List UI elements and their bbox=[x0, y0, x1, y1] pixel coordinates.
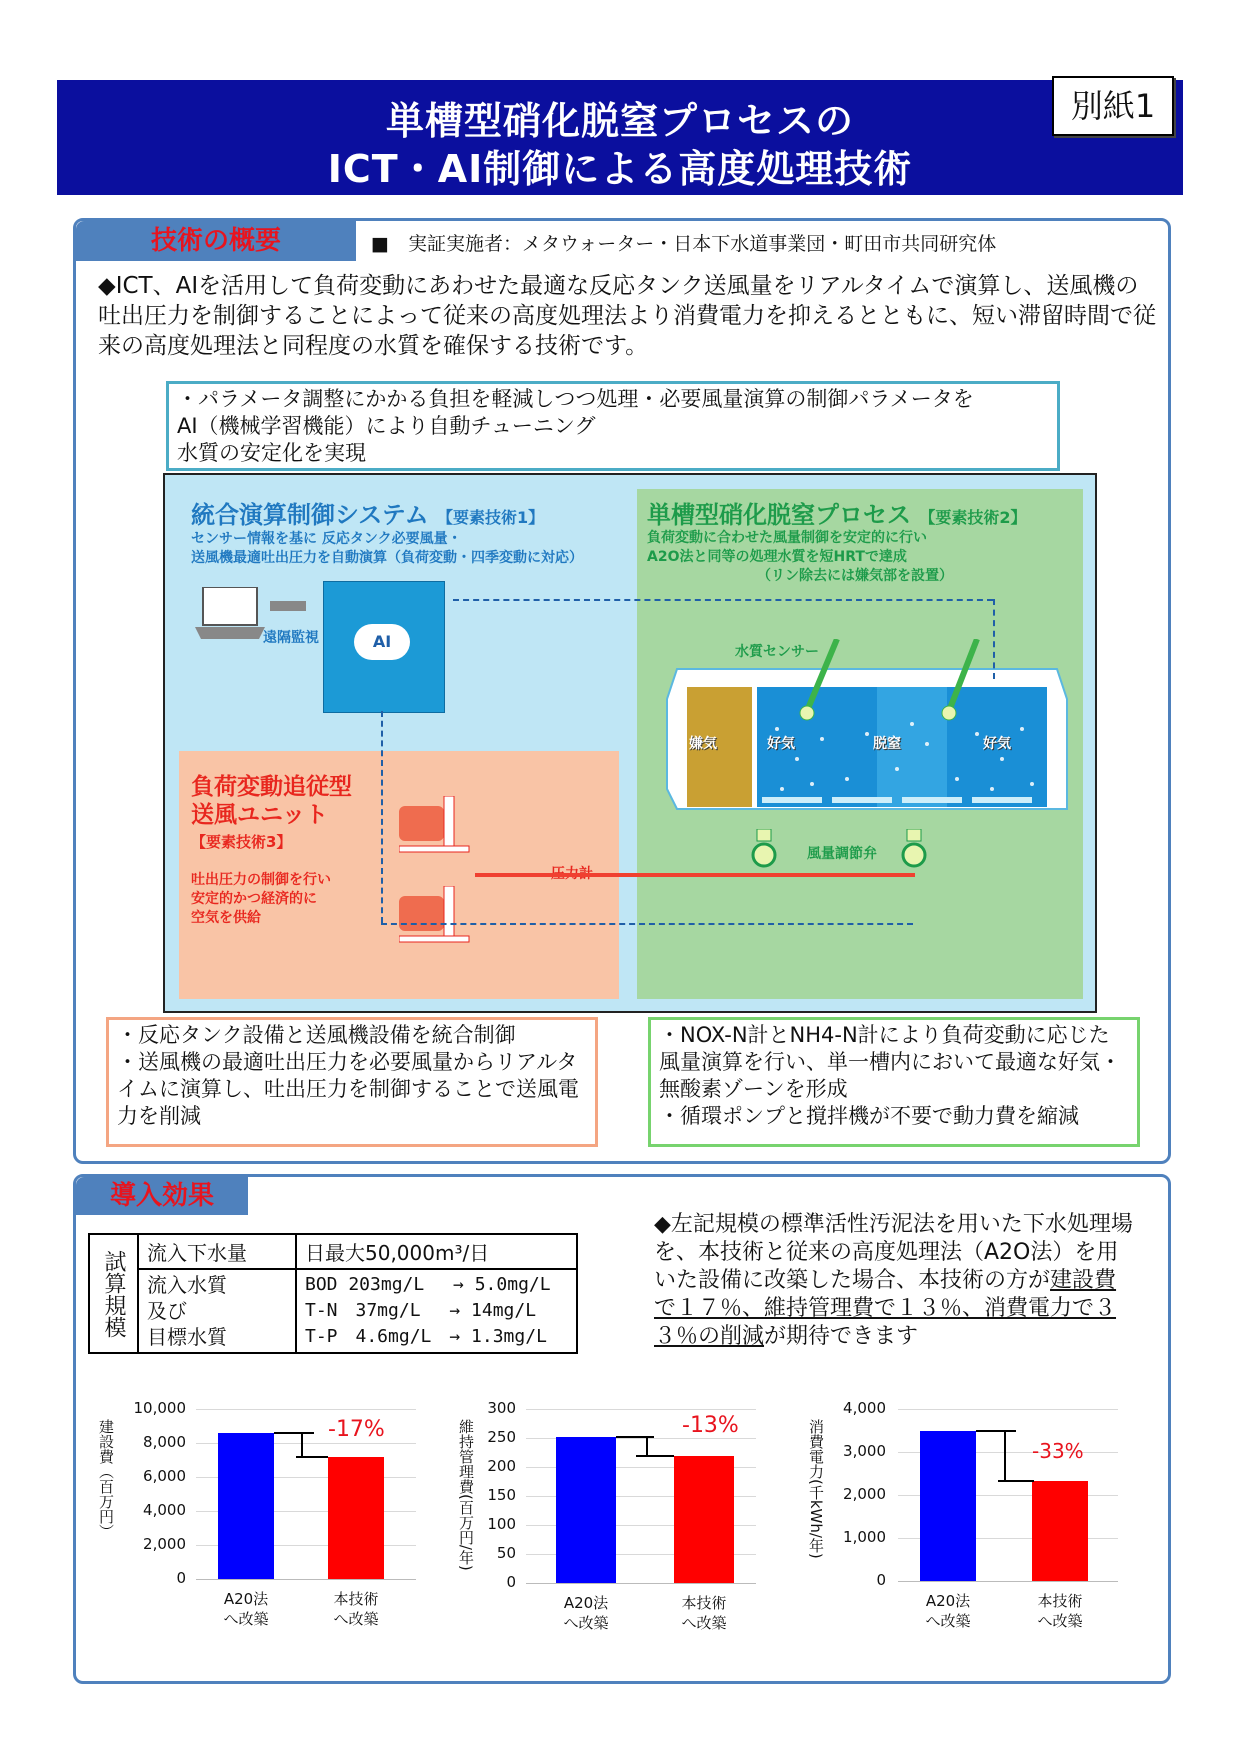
x-label: A20法 へ改築 bbox=[925, 1592, 971, 1630]
y-tick: 8,000 bbox=[143, 1433, 186, 1451]
effects-tab-label: 導入効果 bbox=[76, 1177, 248, 1215]
y-tick: 4,000 bbox=[143, 1501, 186, 1519]
system2-description bbox=[647, 529, 953, 586]
reduction-annotation: -17% bbox=[328, 1417, 385, 1442]
effect-summary bbox=[654, 1211, 1134, 1351]
y-axis-label: 消費電力(千kWh/年) bbox=[807, 1419, 825, 1559]
signal-line bbox=[453, 599, 993, 601]
bar-this-tech bbox=[674, 1456, 734, 1583]
callout-line: ・送風機の最適吐出圧力を必要風量からリアルタイムに演算し、吐出圧力を制御することで送風電力を削減 bbox=[117, 1050, 579, 1128]
y-tick: 2,000 bbox=[143, 1535, 186, 1553]
air-pipe bbox=[475, 873, 915, 877]
overview-summary: ◆ICT、AIを活用して負荷変動にあわせた最適な反応タンク送風量をリアルタイムで演算し、送風機の吐出圧力を制御することによって従来の高度処理法より消費電力を抑えるとともに、短い滞留時間で従来の高度処理法と同程度の水質を確保する技術です。 bbox=[98, 273, 1156, 359]
zone-anaerobic-label: 嫌気 bbox=[689, 736, 717, 752]
zone-aerobic-label: 好気 bbox=[767, 736, 795, 752]
x-label: A20法 へ改築 bbox=[563, 1594, 609, 1632]
x-label: 本技術 へ改築 bbox=[1037, 1592, 1083, 1630]
chart-maintenance-cost bbox=[456, 1399, 796, 1659]
system3-description bbox=[191, 871, 331, 928]
label-line: 流入水質 bbox=[147, 1273, 227, 1297]
page-title-line1: 単槽型硝化脱窒プロセスの bbox=[385, 99, 854, 143]
system2-title-text: 単槽型硝化脱窒プロセス bbox=[647, 501, 911, 529]
reduction-annotation: -13% bbox=[682, 1413, 739, 1438]
value-line: T-N 37mg/L → 14mg/L bbox=[305, 1300, 537, 1321]
label-line: 目標水質 bbox=[147, 1325, 227, 1349]
system3-title bbox=[191, 773, 352, 829]
effect-text-plain: が期待できます bbox=[764, 1324, 919, 1349]
cell-label bbox=[138, 1269, 296, 1353]
row-header: 試算規模 bbox=[89, 1234, 138, 1353]
y-tick: 4,000 bbox=[843, 1399, 886, 1417]
effect-text-plain: ◆左記規模の標準活性汚泥法を用いた下水処理場を、本技術と従来の高度処理法（A2O法）を用いた設備に改築した場合、 bbox=[654, 1212, 1133, 1293]
y-tick: 200 bbox=[487, 1457, 516, 1475]
signal-line bbox=[993, 599, 995, 679]
remote-monitoring-label: 遠隔監視 bbox=[263, 630, 319, 646]
air-valve-icon bbox=[899, 829, 929, 869]
bar-a2o bbox=[218, 1433, 274, 1579]
y-tick: 0 bbox=[876, 1571, 886, 1589]
desc-line: センサー情報を基に 反応タンク必要風量・ bbox=[191, 531, 462, 547]
y-tick: 10,000 bbox=[133, 1399, 186, 1417]
overview-tab-label: 技術の概要 bbox=[76, 221, 356, 261]
system1-title bbox=[191, 495, 544, 530]
signal-line bbox=[381, 923, 913, 925]
system2-title bbox=[647, 495, 1027, 530]
reduction-annotation: -33% bbox=[1032, 1439, 1084, 1463]
page-title-line2: ICT・AI制御による高度処理技術 bbox=[327, 147, 913, 191]
system3-tag: 【要素技術3】 bbox=[191, 833, 292, 851]
ai-server-icon bbox=[323, 581, 445, 713]
air-valve-icon bbox=[749, 829, 779, 869]
y-tick: 150 bbox=[487, 1486, 516, 1504]
reaction-tank-icon bbox=[657, 639, 1077, 829]
y-tick: 0 bbox=[176, 1569, 186, 1587]
double-arrow-icon bbox=[1004, 1432, 1006, 1480]
chart-power-consumption bbox=[806, 1399, 1156, 1659]
signal-line bbox=[381, 711, 383, 923]
effects-panel bbox=[73, 1174, 1171, 1684]
callout-line: AI（機械学習機能）により自動チューニング bbox=[177, 414, 596, 438]
label-line: 及び bbox=[147, 1299, 187, 1323]
desc-line: 送風機最適吐出圧力を自動演算（負荷変動・四季変動に対応） bbox=[191, 550, 583, 566]
air-valve-label: 風量調節弁 bbox=[807, 846, 877, 862]
implementer-text: ■ 実証実施者：メタウォーター・日本下水道事業団・町田市共同研究体 bbox=[371, 233, 997, 255]
x-label: A20法 へ改築 bbox=[223, 1590, 269, 1628]
system3-title-line: 送風ユニット bbox=[191, 802, 329, 828]
desc-line: A2O法と同等の処理水質を短HRTで達成 bbox=[647, 549, 907, 565]
blower-icon bbox=[399, 886, 499, 946]
bar-this-tech bbox=[328, 1457, 384, 1579]
value-line: T-P 4.6mg/L → 1.3mg/L bbox=[305, 1326, 547, 1347]
cell-value: 日最大50,000m³/日 bbox=[296, 1234, 577, 1269]
x-label: 本技術 へ改築 bbox=[681, 1594, 727, 1632]
bar-a2o bbox=[556, 1437, 616, 1583]
process-diagram bbox=[163, 473, 1097, 1013]
double-arrow-icon bbox=[301, 1434, 303, 1456]
ai-label: AI bbox=[354, 624, 410, 660]
y-tick: 0 bbox=[506, 1573, 516, 1591]
x-label: 本技術 へ改築 bbox=[333, 1590, 379, 1628]
desc-line: 安定的かつ経済的に bbox=[191, 891, 317, 907]
cell-value bbox=[296, 1269, 577, 1353]
callout-integrated-control bbox=[106, 1017, 598, 1147]
y-tick: 1,000 bbox=[843, 1528, 886, 1546]
zone-aerobic-label: 好気 bbox=[983, 736, 1011, 752]
callout-line: 水質の安定化を実現 bbox=[177, 441, 366, 465]
callout-ai-tuning bbox=[166, 381, 1060, 471]
y-tick: 300 bbox=[487, 1399, 516, 1417]
laptop-icon bbox=[195, 587, 265, 642]
trial-scale-table bbox=[88, 1233, 578, 1354]
y-tick: 2,000 bbox=[843, 1485, 886, 1503]
callout-single-tank bbox=[648, 1017, 1140, 1147]
y-tick: 100 bbox=[487, 1515, 516, 1533]
effect-text-plain: 本技術の方が bbox=[918, 1268, 1051, 1293]
y-tick: 50 bbox=[496, 1544, 516, 1562]
y-tick: 6,000 bbox=[143, 1467, 186, 1485]
y-axis-label: 維持管理費(百万円/年) bbox=[457, 1419, 475, 1571]
y-axis-label: 建設費（百万円） bbox=[97, 1419, 115, 1539]
bar-this-tech bbox=[1032, 1481, 1088, 1581]
callout-line: ・パラメータ調整にかかる負担を軽減しつつ処理・必要風量演算の制御パラメータを bbox=[177, 387, 974, 411]
water-sensor-label: 水質センサー bbox=[735, 644, 819, 660]
chart-construction-cost bbox=[96, 1399, 436, 1659]
system1-title-text: 統合演算制御システム bbox=[191, 501, 429, 529]
callout-line: ・反応タンク設備と送風機設備を統合制御 bbox=[117, 1023, 516, 1047]
cell-label: 流入下水量 bbox=[138, 1234, 296, 1269]
desc-line: 空気を供給 bbox=[191, 910, 261, 926]
value-line: BOD 203mg/L → 5.0mg/L bbox=[305, 1274, 551, 1295]
arrow-left-icon bbox=[270, 601, 306, 611]
system3-title-line: 負荷変動追従型 bbox=[191, 774, 352, 800]
system2-tag: 【要素技術2】 bbox=[919, 508, 1027, 527]
bar-a2o bbox=[920, 1431, 976, 1581]
effect-text-highlight: 建設費で１７％、維持管理費で１３％、消費電力で３３％の削減 bbox=[654, 1268, 1117, 1349]
system1-description bbox=[191, 530, 583, 568]
overview-panel bbox=[73, 218, 1171, 1164]
desc-line: 吐出圧力の制御を行い bbox=[191, 872, 331, 888]
annex-label: 別紙1 bbox=[1052, 76, 1174, 136]
system1-tag: 【要素技術1】 bbox=[436, 508, 545, 527]
y-tick: 250 bbox=[487, 1428, 516, 1446]
callout-line: ・NOX-N計とNH4-N計により負荷変動に応じた風量演算を行い、単一槽内において最適な好気・無酸素ゾーンを形成 bbox=[659, 1023, 1121, 1101]
desc-line: 負荷変動に合わせた風量制御を安定的に行い bbox=[647, 530, 927, 546]
title-banner bbox=[57, 80, 1183, 195]
zone-denitrification-label: 脱窒 bbox=[873, 736, 901, 752]
double-arrow-icon bbox=[646, 1438, 648, 1455]
blower-icon bbox=[399, 796, 499, 856]
desc-line: （リン除去には嫌気部を設置） bbox=[757, 568, 953, 584]
callout-line: ・循環ポンプと撹拌機が不要で動力費を縮減 bbox=[659, 1104, 1079, 1128]
y-tick: 3,000 bbox=[843, 1442, 886, 1460]
